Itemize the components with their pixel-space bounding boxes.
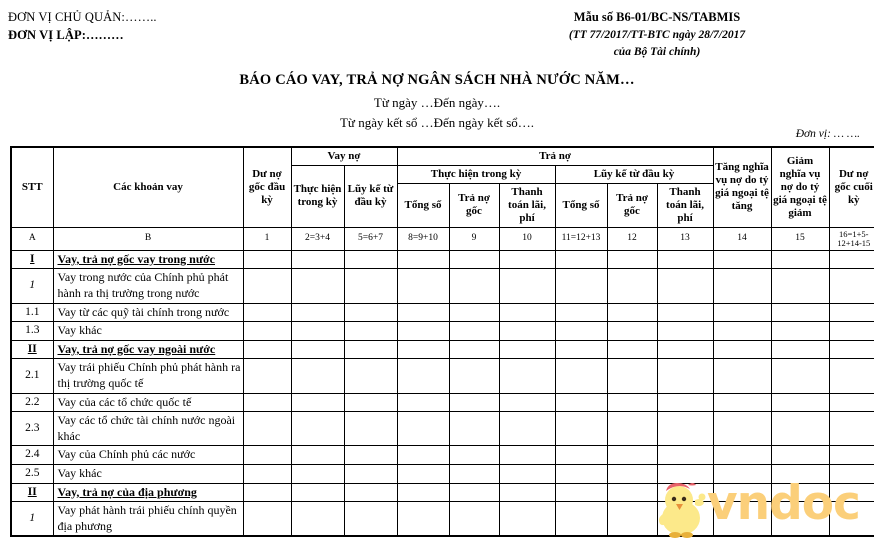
row-value-cell[interactable] [713, 322, 771, 341]
row-value-cell[interactable] [499, 393, 555, 412]
header-interest-accumulated: Thanh toán lãi, phí [657, 183, 713, 227]
header-closing-balance: Dư nợ gốc cuối kỳ [829, 147, 874, 227]
row-value-cell[interactable] [713, 483, 771, 502]
index-col-2: 2=3+4 [291, 227, 344, 250]
row-value-cell[interactable] [555, 250, 607, 269]
index-col-11: 11=12+13 [555, 227, 607, 250]
row-value-cell[interactable] [829, 340, 874, 359]
report-table-container [10, 146, 873, 537]
row-value-cell[interactable] [555, 303, 607, 322]
row-value-cell[interactable] [657, 303, 713, 322]
row-value-cell[interactable] [607, 446, 657, 465]
row-value-cell[interactable] [607, 322, 657, 341]
row-value-cell[interactable] [499, 340, 555, 359]
row-value-cell[interactable] [829, 393, 874, 412]
row-value-cell[interactable] [344, 412, 397, 446]
row-value-cell[interactable] [243, 502, 291, 537]
preparing-unit-label: ĐƠN VỊ LẬP:……… [8, 28, 124, 43]
row-label: Vay trái phiếu Chính phủ phát hành ra thị trường quốc tế [53, 359, 243, 393]
row-label: Vay khác [53, 464, 243, 483]
row-value-cell[interactable] [397, 412, 449, 446]
row-stt: II [11, 340, 53, 359]
row-value-cell[interactable] [344, 340, 397, 359]
row-value-cell[interactable] [449, 359, 499, 393]
row-value-cell[interactable] [449, 502, 499, 537]
row-value-cell[interactable] [243, 269, 291, 303]
form-circular-reference: (TT 77/2017/TT-BTC ngày 28/7/2017 [568, 28, 746, 41]
row-value-cell[interactable] [499, 412, 555, 446]
row-stt: 1 [11, 502, 53, 537]
row-value-cell[interactable] [771, 483, 829, 502]
row-value-cell[interactable] [397, 322, 449, 341]
row-value-cell[interactable] [607, 464, 657, 483]
period-line-2: Từ ngày kết sổ …Đến ngày kết sổ…. [339, 114, 535, 130]
row-value-cell[interactable] [344, 502, 397, 537]
row-value-cell[interactable] [499, 250, 555, 269]
row-value-cell[interactable] [771, 340, 829, 359]
row-stt: 2.1 [11, 359, 53, 393]
row-value-cell[interactable] [657, 464, 713, 483]
row-value-cell[interactable] [657, 269, 713, 303]
row-value-cell[interactable] [555, 502, 607, 537]
row-value-cell[interactable] [829, 269, 874, 303]
row-value-cell[interactable] [713, 464, 771, 483]
row-value-cell[interactable] [344, 322, 397, 341]
table-body [11, 250, 874, 536]
row-value-cell[interactable] [243, 483, 291, 502]
row-value-cell[interactable] [771, 393, 829, 412]
row-value-cell[interactable] [829, 303, 874, 322]
row-value-cell[interactable] [397, 483, 449, 502]
row-value-cell[interactable] [829, 483, 874, 502]
row-value-cell[interactable] [243, 250, 291, 269]
row-value-cell[interactable] [771, 359, 829, 393]
index-name: B [53, 227, 243, 250]
table-row [11, 502, 874, 537]
row-value-cell[interactable] [555, 359, 607, 393]
row-value-cell[interactable] [657, 446, 713, 465]
row-value-cell[interactable] [499, 464, 555, 483]
row-value-cell[interactable] [344, 269, 397, 303]
row-value-cell[interactable] [397, 250, 449, 269]
row-value-cell[interactable] [657, 483, 713, 502]
row-label: Vay khác [53, 322, 243, 341]
header-decrease-fx: Giảm nghĩa vụ nợ do tỷ giá ngoại tệ giảm [771, 147, 829, 227]
row-stt: II [11, 483, 53, 502]
row-value-cell[interactable] [657, 250, 713, 269]
row-value-cell[interactable] [607, 359, 657, 393]
row-value-cell[interactable] [449, 446, 499, 465]
row-value-cell[interactable] [449, 483, 499, 502]
document-header [0, 0, 874, 62]
row-value-cell[interactable] [344, 359, 397, 393]
row-stt: 1.1 [11, 303, 53, 322]
period-line-1: Từ ngày …Đến ngày…. [373, 95, 501, 110]
row-value-cell[interactable] [829, 446, 874, 465]
header-principal-accumulated: Trả nợ gốc [607, 183, 657, 227]
row-label: Vay của Chính phủ các nước [53, 446, 243, 465]
table-row [11, 483, 874, 502]
row-value-cell[interactable] [243, 446, 291, 465]
header-loan-items: Các khoản vay [53, 147, 243, 227]
row-value-cell[interactable] [829, 322, 874, 341]
row-value-cell[interactable] [713, 250, 771, 269]
row-value-cell[interactable] [291, 359, 344, 393]
row-stt: 2.3 [11, 412, 53, 446]
header-increase-fx: Tăng nghĩa vụ nợ do tỷ giá ngoại tệ tăng [713, 147, 771, 227]
row-stt: 2.2 [11, 393, 53, 412]
row-value-cell[interactable] [344, 393, 397, 412]
currency-unit-note: Đơn vị: … …. [795, 128, 860, 140]
row-stt: I [11, 250, 53, 269]
row-value-cell[interactable] [555, 340, 607, 359]
row-value-cell[interactable] [713, 340, 771, 359]
index-col-14: 14 [713, 227, 771, 250]
row-value-cell[interactable] [291, 446, 344, 465]
row-value-cell[interactable] [607, 340, 657, 359]
row-value-cell[interactable] [291, 250, 344, 269]
form-code: Mẫu số B6-01/BC-NS/TABMIS [573, 10, 741, 24]
row-value-cell[interactable] [397, 359, 449, 393]
row-value-cell[interactable] [657, 359, 713, 393]
header-opening-balance: Dư nợ gốc đầu kỳ [243, 147, 291, 227]
row-value-cell[interactable] [713, 412, 771, 446]
index-col-15: 15 [771, 227, 829, 250]
table-row [11, 340, 874, 359]
row-value-cell[interactable] [291, 340, 344, 359]
row-value-cell[interactable] [397, 340, 449, 359]
organization-block [8, 8, 157, 44]
table-row [11, 322, 874, 341]
row-value-cell[interactable] [499, 483, 555, 502]
index-col-10: 10 [499, 227, 555, 250]
row-value-cell[interactable] [291, 303, 344, 322]
table-row [11, 250, 874, 269]
form-code-block [440, 8, 874, 61]
title-block [0, 72, 874, 132]
row-value-cell[interactable] [713, 393, 771, 412]
header-interest-in-period: Thanh toán lãi, phí [499, 183, 555, 227]
row-value-cell[interactable] [657, 502, 713, 537]
row-value-cell[interactable] [713, 359, 771, 393]
row-label: Vay, trả nợ của địa phương [53, 483, 243, 502]
row-value-cell[interactable] [291, 269, 344, 303]
page-title: BÁO CÁO VAY, TRẢ NỢ NGÂN SÁCH NHÀ NƯỚC NĂM… [239, 72, 635, 88]
row-label: Vay trong nước của Chính phủ phát hành ra thị trường trong nước [53, 269, 243, 303]
row-value-cell[interactable] [499, 502, 555, 537]
header-principal-in-period: Trả nợ gốc [449, 183, 499, 227]
row-value-cell[interactable] [713, 502, 771, 537]
row-value-cell[interactable] [713, 269, 771, 303]
row-label: Vay, trả nợ gốc vay trong nước [53, 250, 243, 269]
row-value-cell[interactable] [657, 393, 713, 412]
row-value-cell[interactable] [291, 483, 344, 502]
row-stt: 1 [11, 269, 53, 303]
row-value-cell[interactable] [829, 464, 874, 483]
index-stt: A [11, 227, 53, 250]
row-value-cell[interactable] [291, 322, 344, 341]
row-label: Vay phát hành trái phiếu chính quyền địa phương [53, 502, 243, 537]
index-col-5: 5=6+7 [344, 227, 397, 250]
row-value-cell[interactable] [397, 269, 449, 303]
row-value-cell[interactable] [555, 269, 607, 303]
row-value-cell[interactable] [607, 269, 657, 303]
row-value-cell[interactable] [449, 250, 499, 269]
row-value-cell[interactable] [397, 446, 449, 465]
row-value-cell[interactable] [713, 303, 771, 322]
row-value-cell[interactable] [243, 303, 291, 322]
row-value-cell[interactable] [829, 359, 874, 393]
row-value-cell[interactable] [771, 250, 829, 269]
header-borrowing-accumulated: Lũy kế từ đầu kỳ [344, 165, 397, 227]
row-stt: 2.4 [11, 446, 53, 465]
row-value-cell[interactable] [344, 250, 397, 269]
row-value-cell[interactable] [449, 412, 499, 446]
watermark-text: vndoc [707, 476, 860, 531]
index-col-13: 13 [657, 227, 713, 250]
table-row [11, 303, 874, 322]
column-index-row [11, 227, 874, 250]
row-value-cell[interactable] [607, 303, 657, 322]
row-value-cell[interactable] [771, 412, 829, 446]
row-label: Vay các tổ chức tài chính nước ngoài khác [53, 412, 243, 446]
row-value-cell[interactable] [771, 464, 829, 483]
row-value-cell[interactable] [449, 393, 499, 412]
form-issuing-authority: của Bộ Tài chính) [613, 46, 701, 58]
header-repay-in-period: Thực hiện trong kỳ [397, 165, 555, 183]
row-value-cell[interactable] [243, 412, 291, 446]
row-value-cell[interactable] [713, 446, 771, 465]
report-table [10, 146, 874, 537]
index-col-16: 16=1+5-12+14-15 [829, 227, 874, 250]
managing-unit-label: ĐƠN VỊ CHỦ QUẢN:…….. [8, 10, 157, 24]
table-row [11, 412, 874, 446]
table-row [11, 269, 874, 303]
header-row-1 [11, 147, 874, 165]
row-value-cell[interactable] [499, 269, 555, 303]
row-value-cell[interactable] [771, 322, 829, 341]
row-value-cell[interactable] [291, 502, 344, 537]
row-label: Vay của các tổ chức quốc tế [53, 393, 243, 412]
index-col-12: 12 [607, 227, 657, 250]
row-value-cell[interactable] [449, 269, 499, 303]
index-col-1: 1 [243, 227, 291, 250]
row-value-cell[interactable] [397, 393, 449, 412]
row-value-cell[interactable] [657, 412, 713, 446]
row-value-cell[interactable] [499, 322, 555, 341]
table-row [11, 359, 874, 393]
row-value-cell[interactable] [449, 340, 499, 359]
row-value-cell[interactable] [449, 322, 499, 341]
row-value-cell[interactable] [449, 464, 499, 483]
row-value-cell[interactable] [607, 502, 657, 537]
index-col-9: 9 [449, 227, 499, 250]
index-col-8: 8=9+10 [397, 227, 449, 250]
row-value-cell[interactable] [555, 483, 607, 502]
row-value-cell[interactable] [243, 393, 291, 412]
row-label: Vay, trả nợ gốc vay ngoài nước [53, 340, 243, 359]
row-stt: 2.5 [11, 464, 53, 483]
row-value-cell[interactable] [555, 412, 607, 446]
row-value-cell[interactable] [771, 303, 829, 322]
row-value-cell[interactable] [657, 322, 713, 341]
row-value-cell[interactable] [499, 303, 555, 322]
row-stt: 1.3 [11, 322, 53, 341]
row-value-cell[interactable] [607, 412, 657, 446]
row-value-cell[interactable] [657, 340, 713, 359]
table-header [11, 147, 874, 250]
header-total-in-period: Tổng số [397, 183, 449, 227]
row-value-cell[interactable] [555, 393, 607, 412]
row-value-cell[interactable] [607, 393, 657, 412]
row-value-cell[interactable] [555, 322, 607, 341]
header-borrowing-in-period: Thực hiện trong kỳ [291, 165, 344, 227]
row-value-cell[interactable] [344, 303, 397, 322]
row-value-cell[interactable] [397, 502, 449, 537]
row-value-cell[interactable] [243, 340, 291, 359]
row-label: Vay từ các quỹ tài chính trong nước [53, 303, 243, 322]
row-value-cell[interactable] [499, 359, 555, 393]
table-row [11, 464, 874, 483]
row-value-cell[interactable] [291, 464, 344, 483]
row-value-cell[interactable] [829, 502, 874, 537]
row-value-cell[interactable] [829, 250, 874, 269]
table-row [11, 446, 874, 465]
header-repayment-group: Trả nợ [397, 147, 713, 165]
row-value-cell[interactable] [771, 502, 829, 537]
header-borrowing-group: Vay nợ [291, 147, 397, 165]
header-repay-accumulated: Lũy kế từ đầu kỳ [555, 165, 713, 183]
row-value-cell[interactable] [555, 464, 607, 483]
row-value-cell[interactable] [243, 359, 291, 393]
row-value-cell[interactable] [397, 464, 449, 483]
row-value-cell[interactable] [607, 250, 657, 269]
header-stt: STT [11, 147, 53, 227]
row-value-cell[interactable] [243, 322, 291, 341]
row-value-cell[interactable] [771, 446, 829, 465]
row-value-cell[interactable] [291, 393, 344, 412]
row-value-cell[interactable] [555, 446, 607, 465]
row-value-cell[interactable] [243, 464, 291, 483]
header-total-accumulated: Tổng số [555, 183, 607, 227]
row-value-cell[interactable] [344, 446, 397, 465]
row-value-cell[interactable] [607, 483, 657, 502]
row-value-cell[interactable] [291, 412, 344, 446]
row-value-cell[interactable] [397, 303, 449, 322]
row-value-cell[interactable] [499, 446, 555, 465]
table-row [11, 393, 874, 412]
row-value-cell[interactable] [771, 269, 829, 303]
row-value-cell[interactable] [344, 483, 397, 502]
row-value-cell[interactable] [829, 412, 874, 446]
row-value-cell[interactable] [344, 464, 397, 483]
row-value-cell[interactable] [449, 303, 499, 322]
